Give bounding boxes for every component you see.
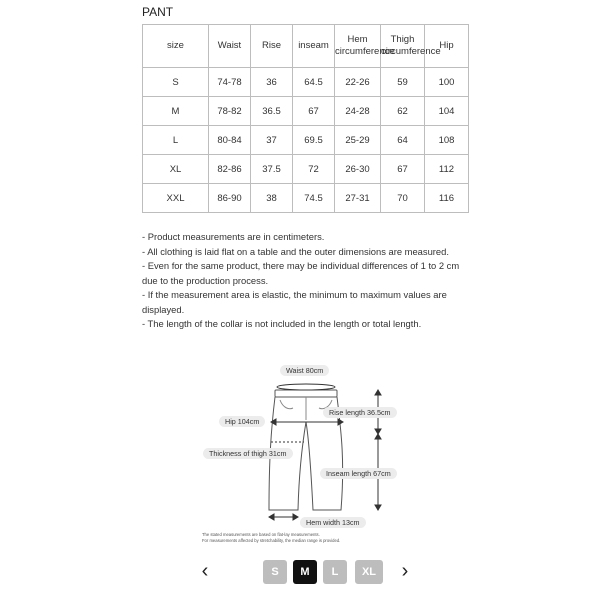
table-cell: 78-82 — [209, 97, 251, 126]
table-cell: 70 — [381, 184, 425, 213]
table-cell: XL — [143, 155, 209, 184]
inseam-label: Inseam length 67cm — [320, 468, 397, 479]
table-cell: 26-30 — [335, 155, 381, 184]
chevron-right-icon[interactable]: › — [401, 560, 409, 582]
table-cell: 24-28 — [335, 97, 381, 126]
header-hem: Hem circumference — [335, 25, 381, 68]
pants-diagram — [195, 360, 420, 550]
waist-label: Waist 80cm — [280, 365, 329, 376]
page-title: PANT — [142, 5, 174, 19]
table-cell: 62 — [381, 97, 425, 126]
table-cell: 74.5 — [293, 184, 335, 213]
table-cell: 38 — [251, 184, 293, 213]
note-item: - All clothing is laid flat on a table and the outer dimensions are measured. — [142, 245, 449, 257]
table-cell: 86-90 — [209, 184, 251, 213]
table-cell: 37 — [251, 126, 293, 155]
table-header-row — [143, 25, 469, 68]
table-cell: 74-78 — [209, 68, 251, 97]
table-cell: 37.5 — [251, 155, 293, 184]
header-rise: Rise — [251, 25, 293, 68]
size-chip-l[interactable]: L — [323, 560, 347, 584]
note-item: - Even for the same product, there may be individual differences of 1 to 2 cm due to the production process. — [142, 260, 460, 286]
table-cell: 112 — [425, 155, 469, 184]
table-cell: 25-29 — [335, 126, 381, 155]
notes-list — [142, 230, 472, 332]
size-chip-m[interactable]: M — [293, 560, 317, 584]
header-inseam: inseam — [293, 25, 335, 68]
table-cell: 64 — [381, 126, 425, 155]
table-cell: 64.5 — [293, 68, 335, 97]
table-cell: 100 — [425, 68, 469, 97]
table-cell: 36 — [251, 68, 293, 97]
table-cell: 27-31 — [335, 184, 381, 213]
table-cell: S — [143, 68, 209, 97]
header-thigh: Thigh circumference — [381, 25, 425, 68]
table-cell: 22-26 — [335, 68, 381, 97]
table-row — [143, 126, 469, 155]
table-cell: 72 — [293, 155, 335, 184]
table-row — [143, 97, 469, 126]
thigh-label: Thickness of thigh 31cm — [203, 448, 293, 459]
size-chip-s[interactable]: S — [263, 560, 287, 584]
note-item: - Product measurements are in centimeters. — [142, 231, 325, 242]
note-item: - If the measurement area is elastic, the minimum to maximum values are displayed. — [142, 289, 447, 315]
table-cell: 67 — [381, 155, 425, 184]
size-table — [142, 24, 469, 213]
table-cell: 82-86 — [209, 155, 251, 184]
table-cell: L — [143, 126, 209, 155]
header-hip: Hip — [425, 25, 469, 68]
table-cell: 116 — [425, 184, 469, 213]
table-row — [143, 68, 469, 97]
table-cell: 80-84 — [209, 126, 251, 155]
table-cell: M — [143, 97, 209, 126]
table-row — [143, 184, 469, 213]
header-size: size — [143, 25, 209, 68]
table-cell: 104 — [425, 97, 469, 126]
table-cell: 69.5 — [293, 126, 335, 155]
table-cell: 67 — [293, 97, 335, 126]
rise-label: Rise length 36.5cm — [323, 407, 397, 418]
note-item: - The length of the collar is not included in the length or total length. — [142, 318, 422, 329]
chevron-left-icon[interactable]: ‹ — [201, 560, 209, 582]
size-selector — [0, 560, 600, 586]
table-cell: 36.5 — [251, 97, 293, 126]
table-row — [143, 155, 469, 184]
header-waist: Waist — [209, 25, 251, 68]
hem-label: Hem width 13cm — [300, 517, 366, 528]
table-cell: 108 — [425, 126, 469, 155]
table-cell: 59 — [381, 68, 425, 97]
hip-label: Hip 104cm — [219, 416, 265, 427]
table-cell: XXL — [143, 184, 209, 213]
size-chip-xl[interactable]: XL — [355, 560, 383, 584]
fine-print-1: The stated measurements are based on flat-lay measurements. — [202, 532, 320, 537]
fine-print-2: For measurements affected by stretchability, the median range is provided. — [202, 538, 341, 543]
